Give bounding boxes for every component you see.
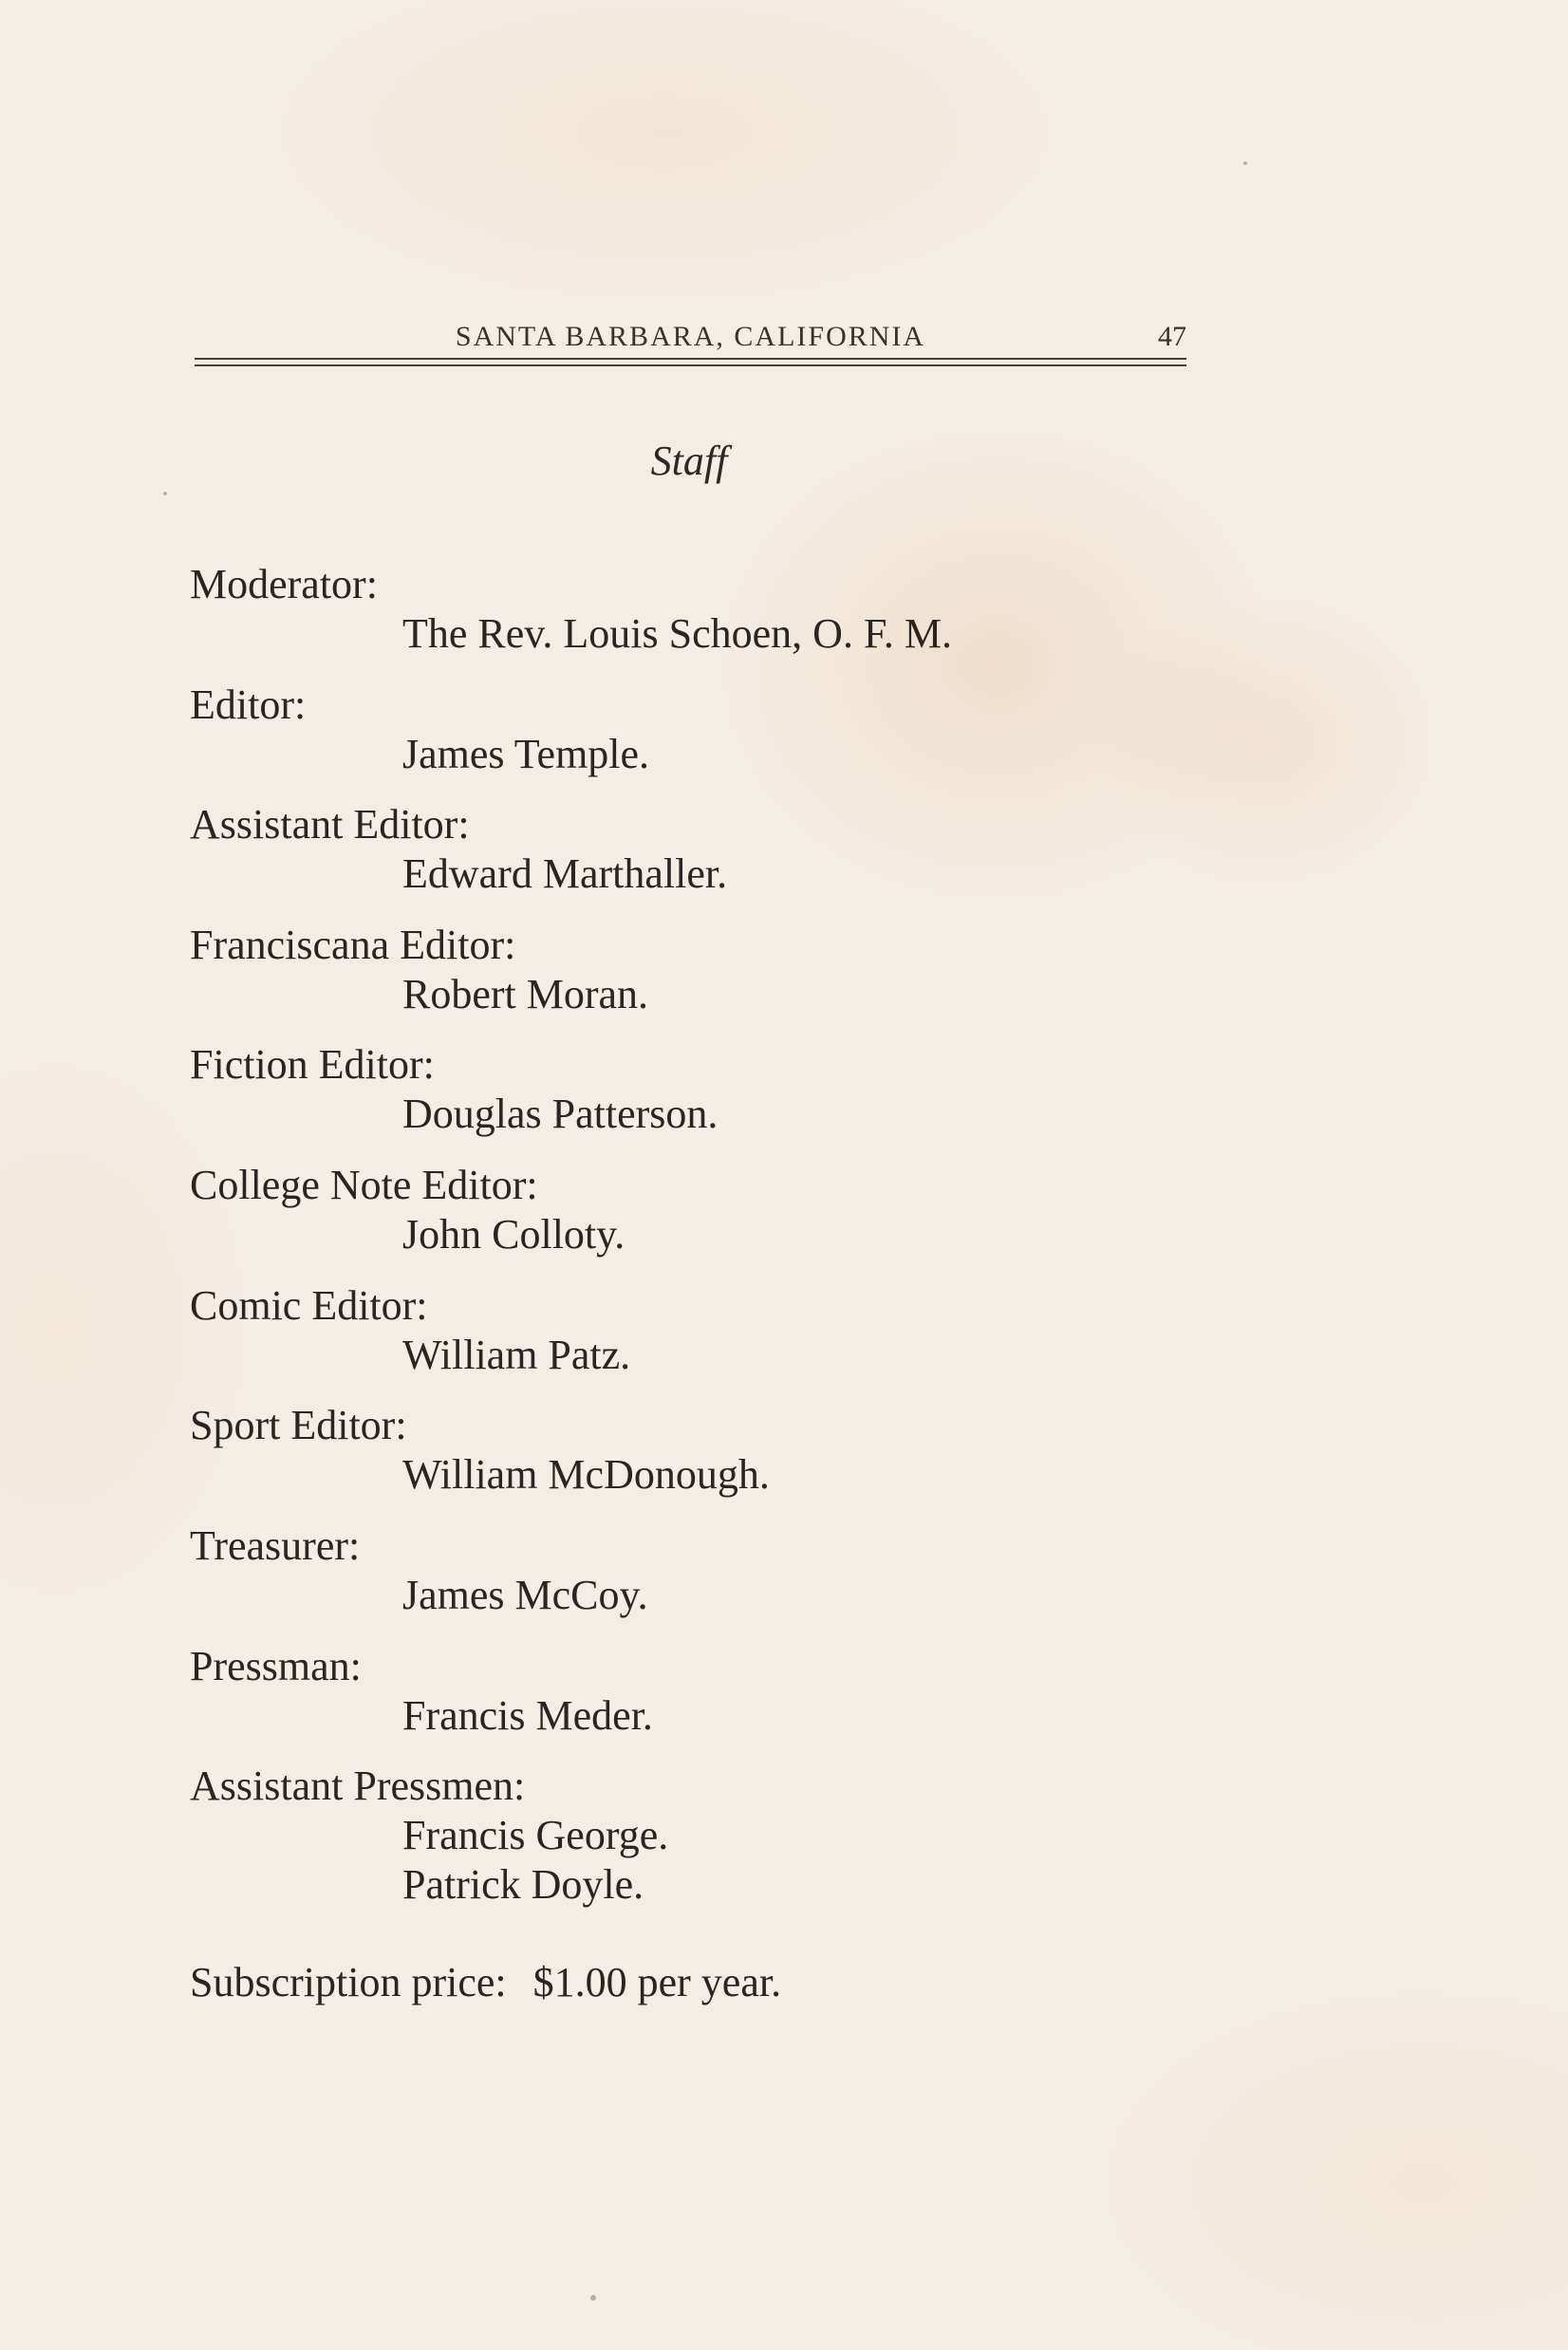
staff-role: Franciscana Editor:	[190, 922, 516, 968]
page-number: 47	[1158, 321, 1186, 352]
staff-role: Fiction Editor:	[190, 1041, 435, 1088]
paper-speck	[1243, 161, 1247, 165]
staff-entry-assistant-editor	[190, 800, 1424, 899]
staff-role: Editor:	[190, 681, 307, 728]
staff-role: Treasurer:	[190, 1522, 361, 1569]
staff-entry-comic-editor	[190, 1281, 1424, 1380]
staff-name: Francis Meder.	[402, 1692, 653, 1739]
staff-role: Pressman:	[190, 1643, 362, 1689]
header-rule-top	[195, 358, 1186, 360]
staff-name: Patrick Doyle.	[402, 1861, 644, 1908]
staff-name: John Colloty.	[402, 1211, 625, 1258]
staff-entry-fiction-editor	[190, 1040, 1424, 1139]
staff-entry-college-note-editor	[190, 1161, 1424, 1259]
paper-speck	[163, 492, 167, 495]
header-rule-bottom	[195, 364, 1186, 366]
paper-speck	[590, 2295, 596, 2301]
staff-name: William Patz.	[402, 1332, 631, 1378]
staff-name: Douglas Patterson.	[402, 1091, 719, 1137]
staff-entry-pressman	[190, 1642, 1424, 1741]
staff-entry-treasurer	[190, 1521, 1424, 1620]
staff-entry-editor	[190, 681, 1424, 779]
staff-role: Sport Editor:	[190, 1402, 407, 1448]
staff-role: Assistant Editor:	[190, 801, 470, 848]
staff-name: James Temple.	[402, 731, 650, 777]
staff-entry-franciscana-editor	[190, 921, 1424, 1019]
staff-role: Comic Editor:	[190, 1282, 428, 1329]
subscription-label: Subscription price:	[190, 1959, 507, 2005]
staff-entry-sport-editor	[190, 1401, 1424, 1500]
running-head	[195, 321, 1186, 359]
staff-name: William McDonough.	[402, 1451, 770, 1498]
staff-name: Robert Moran.	[402, 971, 649, 1017]
staff-name: James McCoy.	[402, 1572, 648, 1618]
staff-role: Assistant Pressmen:	[190, 1762, 526, 1809]
subscription-line	[190, 1958, 781, 2007]
staff-role: Moderator:	[190, 561, 378, 607]
staff-entry-assistant-pressmen	[190, 1762, 1424, 1910]
staff-name: The Rev. Louis Schoen, O. F. M.	[402, 610, 953, 657]
section-heading: Staff	[650, 438, 728, 484]
staff-name: Francis George.	[402, 1812, 669, 1858]
staff-role: College Note Editor:	[190, 1162, 538, 1208]
staff-entry-moderator	[190, 560, 1424, 659]
subscription-price: $1.00 per year.	[532, 1959, 782, 2005]
staff-name: Edward Marthaller.	[402, 850, 728, 897]
running-title: SANTA BARBARA, CALIFORNIA	[455, 321, 926, 352]
